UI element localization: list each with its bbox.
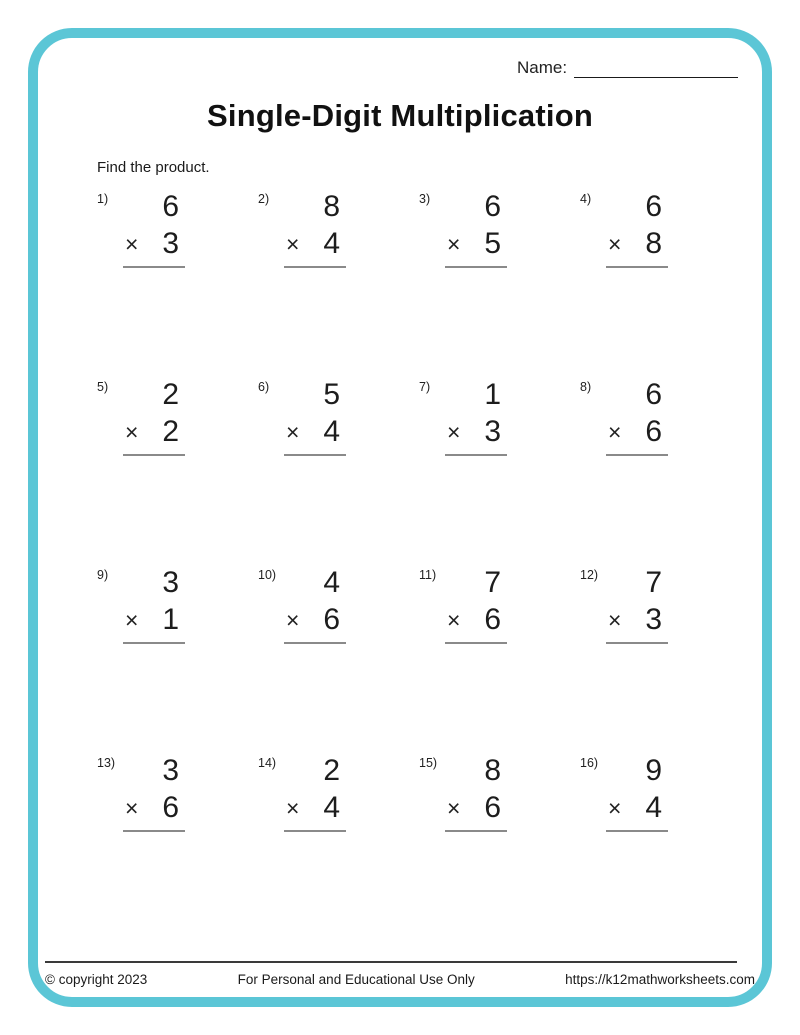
name-label: Name:: [517, 58, 568, 77]
multiply-sign: ×: [286, 419, 300, 445]
problem-number: 7): [419, 380, 431, 394]
page-title: Single-Digit Multiplication: [207, 98, 593, 133]
answer-line: [606, 454, 668, 456]
bottom-row: [606, 416, 668, 448]
problem-7: [419, 378, 509, 566]
multiply-sign: ×: [286, 607, 300, 633]
problem-number: 10): [258, 568, 277, 582]
answer-line: [445, 830, 507, 832]
top-operand: 1: [484, 378, 501, 411]
top-operand: 7: [484, 566, 501, 599]
bottom-operand: 4: [323, 415, 340, 448]
bottom-row: [445, 416, 507, 448]
answer-line: [606, 266, 668, 268]
top-operand: 3: [162, 566, 179, 599]
problem-number: 15): [419, 756, 438, 770]
problem-4: [580, 190, 670, 378]
bottom-operand: 4: [645, 791, 662, 824]
answer-line: [284, 266, 346, 268]
problem-number: 12): [580, 568, 599, 582]
problem-16: [580, 754, 670, 942]
problem-number: 6): [258, 380, 270, 394]
problem-number: 14): [258, 756, 277, 770]
problem-work: [284, 566, 346, 644]
multiply-sign: ×: [447, 607, 461, 633]
multiply-sign: ×: [286, 795, 300, 821]
problem-work: [445, 566, 507, 644]
problem-number: 11): [419, 568, 437, 582]
bottom-operand: 6: [323, 603, 340, 636]
bottom-operand: 3: [162, 227, 179, 260]
copyright-text: © copyright 2023: [45, 972, 148, 987]
bottom-operand: 1: [162, 603, 179, 636]
bottom-operand: 8: [645, 227, 662, 260]
problem-8: [580, 378, 670, 566]
instruction-text: Find the product.: [97, 159, 210, 176]
footer-row: [45, 972, 755, 987]
problem-14: [258, 754, 348, 942]
answer-line: [445, 266, 507, 268]
problem-work: [123, 566, 185, 644]
problem-9: [97, 566, 187, 754]
answer-line: [123, 454, 185, 456]
problem-work: [606, 190, 668, 268]
multiply-sign: ×: [608, 231, 622, 257]
multiply-sign: ×: [608, 419, 622, 445]
problem-number: 3): [419, 192, 431, 206]
problem-number: 8): [580, 380, 592, 394]
top-operand: 6: [484, 190, 501, 223]
problem-work: [284, 754, 346, 832]
answer-line: [284, 642, 346, 644]
problems-grid: [97, 190, 670, 942]
answer-line: [606, 830, 668, 832]
problem-11: [419, 566, 509, 754]
answer-line: [606, 642, 668, 644]
bottom-operand: 6: [162, 791, 179, 824]
bottom-row: [445, 792, 507, 824]
problem-work: [606, 378, 668, 456]
multiply-sign: ×: [125, 795, 139, 821]
answer-line: [284, 830, 346, 832]
top-operand: 6: [162, 190, 179, 223]
top-operand: 4: [323, 566, 340, 599]
answer-line: [123, 266, 185, 268]
bottom-operand: 5: [484, 227, 501, 260]
problem-3: [419, 190, 509, 378]
bottom-row: [284, 792, 346, 824]
problem-6: [258, 378, 348, 566]
top-operand: 9: [645, 754, 662, 787]
problem-work: [606, 754, 668, 832]
bottom-row: [284, 416, 346, 448]
top-operand: 6: [645, 378, 662, 411]
bottom-operand: 3: [484, 415, 501, 448]
bottom-operand: 6: [484, 603, 501, 636]
multiply-sign: ×: [608, 795, 622, 821]
bottom-operand: 6: [645, 415, 662, 448]
top-operand: 7: [645, 566, 662, 599]
problem-12: [580, 566, 670, 754]
problem-number: 9): [97, 568, 109, 582]
problem-15: [419, 754, 509, 942]
top-operand: 3: [162, 754, 179, 787]
name-blank-line: [574, 59, 738, 78]
multiply-sign: ×: [125, 419, 139, 445]
problem-number: 4): [580, 192, 592, 206]
problem-13: [97, 754, 187, 942]
problem-work: [123, 754, 185, 832]
problem-number: 1): [97, 192, 109, 206]
problem-number: 5): [97, 380, 109, 394]
bottom-row: [445, 228, 507, 260]
top-operand: 8: [484, 754, 501, 787]
answer-line: [123, 642, 185, 644]
problem-number: 13): [97, 756, 116, 770]
bottom-row: [123, 792, 185, 824]
top-operand: 5: [323, 378, 340, 411]
multiply-sign: ×: [125, 607, 139, 633]
bottom-row: [445, 604, 507, 636]
problem-work: [606, 566, 668, 644]
answer-line: [123, 830, 185, 832]
bottom-row: [123, 416, 185, 448]
problem-work: [445, 190, 507, 268]
multiply-sign: ×: [608, 607, 622, 633]
bottom-row: [606, 604, 668, 636]
problem-5: [97, 378, 187, 566]
bottom-row: [606, 792, 668, 824]
problem-work: [445, 754, 507, 832]
answer-line: [445, 454, 507, 456]
footer: [45, 961, 755, 987]
top-operand: 6: [645, 190, 662, 223]
bottom-row: [284, 228, 346, 260]
problem-work: [284, 378, 346, 456]
bottom-operand: 4: [323, 791, 340, 824]
answer-line: [284, 454, 346, 456]
bottom-operand: 3: [645, 603, 662, 636]
answer-line: [445, 642, 507, 644]
bottom-row: [123, 604, 185, 636]
problem-number: 16): [580, 756, 599, 770]
problem-work: [284, 190, 346, 268]
bottom-row: [123, 228, 185, 260]
bottom-operand: 6: [484, 791, 501, 824]
multiply-sign: ×: [125, 231, 139, 257]
problem-number: 2): [258, 192, 270, 206]
name-row: [517, 58, 738, 78]
top-operand: 8: [323, 190, 340, 223]
problem-work: [445, 378, 507, 456]
problem-10: [258, 566, 348, 754]
bottom-row: [606, 228, 668, 260]
bottom-operand: 4: [323, 227, 340, 260]
problem-work: [123, 378, 185, 456]
problem-2: [258, 190, 348, 378]
multiply-sign: ×: [447, 231, 461, 257]
bottom-row: [284, 604, 346, 636]
problem-1: [97, 190, 187, 378]
bottom-operand: 2: [162, 415, 179, 448]
multiply-sign: ×: [286, 231, 300, 257]
website-url: https://k12mathworksheets.com: [565, 972, 755, 987]
top-operand: 2: [323, 754, 340, 787]
multiply-sign: ×: [447, 419, 461, 445]
problem-work: [123, 190, 185, 268]
multiply-sign: ×: [447, 795, 461, 821]
usage-text: For Personal and Educational Use Only: [237, 972, 475, 987]
top-operand: 2: [162, 378, 179, 411]
footer-divider: [45, 961, 737, 963]
